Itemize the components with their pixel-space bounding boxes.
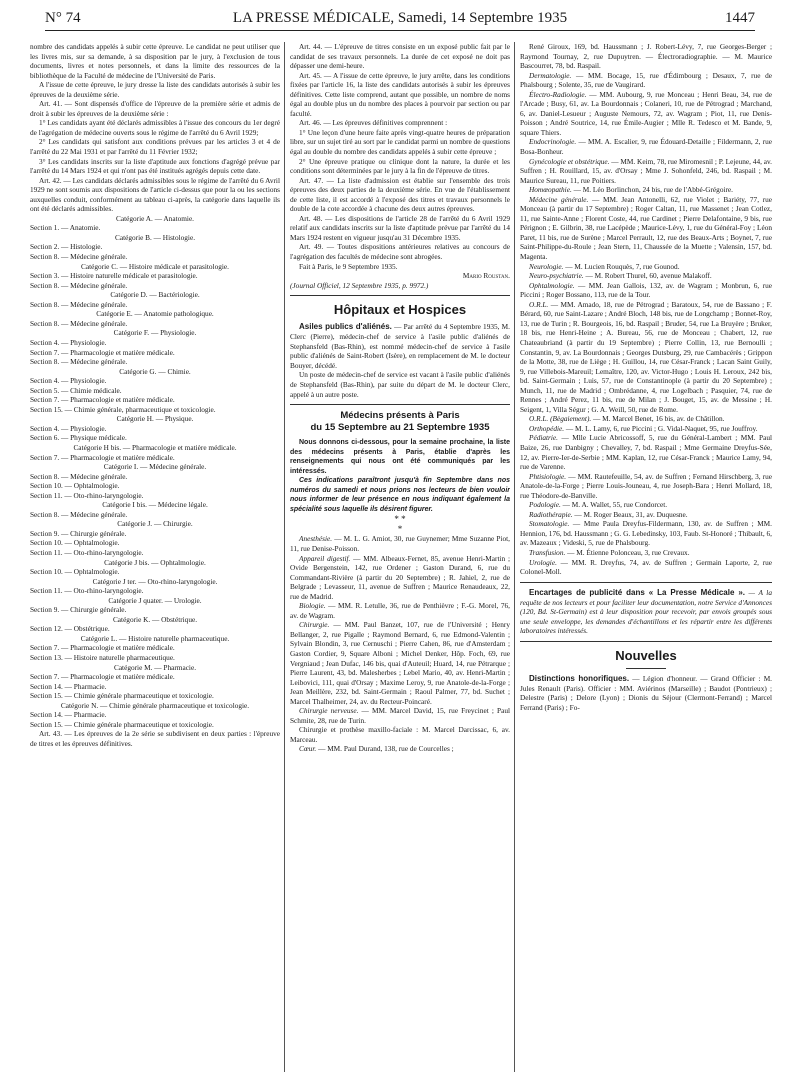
specialty-entry: Neuro-psychiatrie. — M. Robert Thurel, 60, avenue Malakoff. <box>529 271 712 281</box>
divider <box>290 404 510 405</box>
intro-paragraph: Ces indications paraîtront jusqu'à fin Septembre dans nos numéros du samedi et nous prions nos lecteurs de bien vouloir nous informer de leur présence en nous indiquant également la spécialité sous laquelle ils désirent figurer. <box>290 477 510 513</box>
paragraph: Fait à Paris, le 9 Septembre 1935. <box>299 261 398 271</box>
specialty-entry: Transfusion. — M. Étienne Polonceau, 3, rue Crevaux. <box>529 547 690 557</box>
paragraph: Art. 47. — La liste d'admission est établie sur l'ensemble des trois épreuves des deux parties de la deuxième série. En vue de l'établissement de cette liste, il est accordé à l'exposé des titres et travaux personnels le double de la cote accordée à chacune des deux autres épreuves. <box>290 175 510 214</box>
section-line: Section 15. — Chimie générale pharmaceutique et toxicologie. <box>30 719 214 729</box>
section-line: Section 12. — Obstétrique. <box>30 624 110 634</box>
paragraph: Art. 44. — L'épreuve de titres consiste en un exposé public fait par le candidat de ses travaux personnels. La durée de cet exposé ne doit pas dépasser une demi-heure. <box>290 42 510 71</box>
specialty-entry: Podologie. — M. A. Wallet, 55, rue Condorcet. <box>529 500 668 510</box>
paragraph: Art. 49. — Toutes dispositions antérieures relatives au concours de l'agrégation des facultés de médecine sont abrogées. <box>290 242 510 262</box>
section-line: Section 7. — Pharmacologie et matière médicale. <box>30 672 175 682</box>
category-heading: Catégorie J bis. — Ophtalmologie. <box>104 557 206 567</box>
divider <box>290 295 510 296</box>
category-heading: Catégorie J. — Chirurgie. <box>117 519 193 529</box>
specialty-entry: Phtisiologie. — MM. Rautefeuille, 54, av. de Suffren ; Fernand Hirschberg, 3, rue Anatole-de-la-Forge ; Pierre Louis-Jouneau, 4, rue Joseph-Bara ; Henri Mollard, 18, rue Théodore-de-Banville. <box>520 471 772 500</box>
paragraph: Art. 42. — Les candidats déclarés admissibles sous le régime de l'arrêté du 6 Avril 1929 ne sont soumis aux dispositions de l'article ci-dessus que pour la ou les sections auxquelles conduit, conformément au tableau ci-après, la catégorie dans laquelle ils ont été déclarés admissibles. <box>30 175 280 214</box>
heading-line: Médecins présents à Paris <box>340 410 460 422</box>
specialty-entry: René Giroux, 169, bd. Haussmann ; J. Robert-Lévy, 7, rue Georges-Berger ; Raymond Tournay, 2, rue Dupuytren. — Électroradiographie. — M. Maurice Bascourret, 78, bd. Raspail. <box>520 42 772 71</box>
category-heading: Catégorie I. — Médecine générale. <box>103 462 207 472</box>
specialty-entry: Stomatologie. — Mme Paula Dreyfus-Fildermann, 130, av. de Suffren ; MM. Hennion, 176, bd. Haussmann ; G. G. Lebedinsky, 103, Faub. St-Honoré ; Thibault, 6, av. Mazeaux ; Videski, 5, rue de Phalsbourg. <box>520 519 772 548</box>
column-rule <box>284 42 285 1072</box>
asterism: * * * <box>394 514 406 535</box>
specialty-entry: Neurologie. — M. Lucien Rouquès, 7, rue Gounod. <box>529 261 680 271</box>
section-line: Section 1. — Anatomie. <box>30 223 101 233</box>
section-line: Section 4. — Physiologie. <box>30 423 107 433</box>
section-line: Section 8. — Médecine générale. <box>30 509 128 519</box>
section-line: Section 10. — Ophtalmologie. <box>30 567 120 577</box>
specialty-entry: Chirurgie et prothèse maxillo-faciale : M. Marcel Darcissac, 6, av. Marceau. <box>290 725 510 744</box>
section-line: Section 5. — Chimie médicale. <box>30 385 122 395</box>
specialty-entry: Dermatologie. — MM. Bocage, 15, rue d'Édimbourg ; Desaux, 7, rue de Phalsbourg ; Solente, 35, rue de Vaugirard. <box>520 70 772 90</box>
category-heading: Catégorie C. — Histoire médicale et parasitologie. <box>81 261 229 271</box>
section-line: Section 8. — Médecine générale. <box>30 252 128 262</box>
category-heading: Catégorie J ter. — Oto-rhino-laryngologie. <box>92 576 218 586</box>
specialty-entry: O.R.L. (Bègaiement). — M. Marcel Benet, 16 bis, av. de Châtillon. <box>529 414 725 424</box>
category-heading: Catégorie G. — Chimie. <box>119 366 191 376</box>
signature: Mario Roustan. <box>462 271 510 281</box>
section-line: Section 4. — Physiologie. <box>30 376 107 386</box>
specialty-entry: Homœopathie. — M. Léo Borlinchon, 24 bis, rue de l'Abbé-Grégoire. <box>529 185 733 195</box>
asiles-text: — Par arrêté du 4 Septembre 1935, M. Clerc (Pierre), médecin-chef de service à l'asile public d'aliénés de Stephansfeld (Bas-Rhin), est nommé médecin-chef de service à l'asile public d'aliénés de Saint-Robert (Isère), en remplacement de M. le docteur Bouyer, décédé. <box>290 322 510 370</box>
intro-paragraph: Nous donnons ci-dessous, pour la semaine prochaine, la liste des médecins présents à Paris, établie d'après les renseignements qui nous ont été communiqués par les intéressés. <box>290 439 510 475</box>
specialty-entry: Cœur. — MM. Paul Durand, 138, rue de Courcelles ; <box>299 744 454 754</box>
section-line: Section 9. — Chirurgie générale. <box>30 528 127 538</box>
column-rule <box>514 42 515 1072</box>
paragraph: Art. 43. — Les épreuves de la 2e série se subdivisent en deux parties : l'épreuve de titres et les épreuves définitives. <box>30 729 280 748</box>
specialty-entry: Médecine générale. — MM. Jean Antonelli, 62, rue Violet ; Bariéty, 77, rue Monceau (à partir du 17 Septembre) ; Roger Caltan, 11, rue Massenet ; Jean Cotlez, 11, rue Sainte-Anne ; Florent Coste, 44, rue Cardinet ; Pierre Delafontaine, 9 bis, rue Pérignon ; E. Gilbrin, 38, rue Lacépède ; Maurice-Lévy, 1, rue du Général-Foy ; Léon Paret, 11 bis, rue de Surène ; Marcel Perrault, 12, rue des Beaux-Arts ; Boynet, 7, rue Saint-Philippe-du-Roule ; Jean Stern, 11, Chaussée de la Muette ; Valensin, 157, bd. Magenta. <box>520 194 772 262</box>
category-heading: Catégorie D. — Bactériologie. <box>110 290 200 300</box>
page-header <box>45 8 755 31</box>
paragraph: 1° Les candidats ayant été déclarés admissibles à l'issue des concours du 1er degré de l'agrégation de médecine ouverts sous le régime de l'arrêté du 6 Avril 1929; <box>30 118 280 137</box>
specialty-entry: Électro-Radiologie. — MM. Aubourg, 9, rue Monceau ; Henri Beau, 34, rue de l'Arcade ; Busy, 61, av. La Bourdonnais ; Colaneri, 10, rue de Pétrograd ; Marchand, 6, av. Daniel-Lesueur ; Auguste Nemours, 72, av. Wagram ; Piot, 11, rue Denis-Poisson ; André Soutrice, 14, rue Émile-Augier ; Mlle R. Tedesco et M. Bande, 9, square Thiers. <box>520 89 772 137</box>
encartages-text: — A la requête de nos lecteurs et pour faciliter leur documentation, notre Service d'Annonces (120, Bd. St-Germain) est à leur disposition pour recevoir, par envois groupés sous une seule enveloppe, les demandes d'échantillons et les répartir entre les différents laboratoires intéressés. <box>520 587 772 636</box>
divider <box>520 582 772 583</box>
paragraph: Art. 48. — Les dispositions de l'article 28 de l'arrêté du 6 Avril 1929 relatif aux candidats inscrits sur la liste d'aptitude prévue par l'arrêté du 14 Mars 1924 restent en vigueur jusqu'au 31 Décembre 1935. <box>290 213 510 242</box>
section-line: Section 11. — Oto-rhino-laryngologie. <box>30 490 144 500</box>
journal-officiel-ref: (Journal Officiel, 12 Septembre 1935, p. 9972.) <box>290 280 429 290</box>
category-heading: Catégorie N. — Chimie générale pharmaceutique et toxicologie. <box>60 700 250 710</box>
section-line: Section 14. — Pharmacie. <box>30 710 107 720</box>
subheading-distinctions: Distinctions honorifiques. <box>529 673 630 683</box>
specialty-entry: Biologie. — MM. R. Letulle, 36, rue de Penthièvre ; F.-G. Morel, 76, av. de Wagram. <box>290 601 510 620</box>
specialty-entry: Pédiatrie. — Mlle Lucie Abricossoff, 5, rue du Général-Lambert ; MM. Paul Baize, 26, rue Danbigny ; Chevalley, 7, bd. Raspail ; Mme Germaine Dreyfus-Sée, 12, av. Pierre-Ier-de-Serbie ; MM. Kaplan, 12, rue César-Franck ; Maurice Lamy, 94, rue de Varenne. <box>520 433 772 472</box>
section-heading-medecins <box>290 410 510 434</box>
section-line: Section 8. — Médecine générale. <box>30 280 128 290</box>
paragraph: Art. 41. — Sont dispensés d'office de l'épreuve de la première série et admis de droit à subir les épreuves de la deuxième série : <box>30 99 280 118</box>
specialty-entry: Anesthésie. — M. L. G. Amiot, 30, rue Guynemer; Mme Suzanne Piot, 11, rue Denise-Poisson. <box>290 534 510 553</box>
paragraph: Un poste de médecin-chef de service est vacant à l'asile public d'aliénés de Stephansfeld (Bas-Rhin), par suite du départ de M. le docteur Clerc, appelé à un autre poste. <box>290 370 510 399</box>
specialty-list <box>520 42 772 577</box>
paragraph: 3° Les candidats inscrits sur la liste d'aptitude aux fonctions d'agrégé prévue par l'arrêté du 14 Mars 1924 et qui n'ont pas été institués agrégés depuis cette date. <box>30 156 280 176</box>
category-heading: Catégorie H. — Physique. <box>116 414 194 424</box>
heading-line: du 15 Septembre au 21 Septembre 1935 <box>310 422 490 434</box>
specialty-entry: Appareil digestif. — MM. Albeaux-Fernet, 85, avenue Henri-Martin ; Ovide Bergenstein, 142, rue Ordener ; Gaston Durand, 6, rue du Commandant-Rivière (à partir du 20 Septembre) ; R. Jahiel, 2, rue de Belgrade ; Levasseur, 11, avenue de Suffren ; Maurice Renaudeaux, 22, rue de Madrid. <box>290 553 510 601</box>
section-line: Section 10. — Ophtalmologie. <box>30 481 120 491</box>
subheading-encartages: Encartages de publicité dans « La Presse Médicale ». <box>529 587 746 597</box>
section-line: Section 8. — Médecine générale. <box>30 299 128 309</box>
section-line: Section 15. — Chimie générale, pharmaceutique et toxicologie. <box>30 404 216 414</box>
section-heading-nouvelles: Nouvelles <box>615 647 677 663</box>
section-line: Section 7. — Pharmacologie et matière médicale. <box>30 452 175 462</box>
category-heading: Catégorie I bis. — Médecine légale. <box>102 500 208 510</box>
section-line: Section 7. — Pharmacologie et matière médicale. <box>30 347 175 357</box>
section-line: Section 7. — Pharmacologie et matière médicale. <box>30 643 175 653</box>
specialty-entry: Urologie. — MM. R. Dreyfus, 74, av. de Suffren ; Germain Laporte, 2, rue Colonel-Moll. <box>520 557 772 577</box>
category-heading: Catégorie J quater. — Urologie. <box>108 595 202 605</box>
specialty-entry: Chirurgie. — MM. Paul Banzet, 107, rue de l'Université ; Henry Bellanger, 2, rue Pigalle ; Raymond Bernard, 6, rue Edmond-Valentin ; Sylvain Blondin, 3, rue Cernuschi ; Pierre Cahen, 86, rue d'Amsterdam ; Gaston Cordier, 9, Square Alboni ; Michel Denker, Hôp. Foch, 69, rue Vergniaud ; Jean Dufac, 146 bis, quai d'Auteuil; Huard, 14, rue Pétrarque ; Pierre Laurent, 43, bd. Malesherbes ; Lebel Mario, 40, av. Henri-Martin ; Leibovici, 111, quai d'Orsay ; Maxime Leroy, 9, rue Anatole-de-la-Forge ; Jean Meillère, 232, bd. Saint-Germain ; Raoul Palmer, 77, bd. Suchet ; Marcel Thalheimer, 24, av. du Recteur-Poincaré. <box>290 620 510 706</box>
category-heading: Catégorie K. — Obstétrique. <box>112 614 198 624</box>
category-heading: Catégorie L. — Histoire naturelle pharmaceutique. <box>80 633 230 643</box>
specialty-entry: Radiothérapie. — M. Roger Beaux, 31, av. Duquesne. <box>529 509 688 519</box>
section-line: Section 8. — Médecine générale. <box>30 357 128 367</box>
column-1 <box>30 42 280 1076</box>
section-heading-hopitaux: Hôpitaux et Hospices <box>333 302 467 318</box>
category-heading: Catégorie H bis. — Pharmacologie et matière médicale. <box>73 442 237 452</box>
paragraph: Art. 46. — Les épreuves définitives comprennent : <box>299 118 448 128</box>
category-heading: Catégorie F. — Physiologie. <box>113 328 197 338</box>
specialty-entry: Orthopédie. — M. L. Lamy, 6, rue Piccini ; G. Vidal-Naquet, 95, rue Jouffroy. <box>529 423 758 433</box>
paragraph: 2° Une épreuve pratique ou clinique dont la nature, la durée et les conditions sont déterminées par le jury à la fin de l'épreuve de titres. <box>290 156 510 176</box>
section-line: Section 3. — Histoire naturelle médicale et parasitologie. <box>30 271 198 281</box>
section-line: Section 2. — Histologie. <box>30 242 103 252</box>
specialty-list <box>290 534 510 754</box>
section-line: Section 6. — Physique médicale. <box>30 433 127 443</box>
specialty-entry: Chirurgie nerveuse. — MM. Marcel David, 15, rue Freycinet ; Paul Schmite, 28, rue de Turin. <box>290 706 510 725</box>
divider <box>520 641 772 642</box>
specialty-entry: O.R.L. — MM. Amado, 18, rue de Pétrograd ; Baratoux, 54, rue de Bassano ; F. Bérard, 60, rue Saint-Lazare ; André Bloch, 148 bis, rue de Longchamp ; Bonnet-Roy, 13, rue de Turin ; R. Bourgeois, 16, bd. Raspail ; Bruder, 54, rue La Bruyère ; Bruker, 18 bis, rue Henri-Heine ; A. Bureau, 56, rue de Monceau ; Chabert, 12, rue Chateaubriand (à partir du 19 Septembre) ; Pierre Collin, 13, rue Bernoulli ; Constantin, 9, av. La Bourdonnais ; Georges Dutsburg, 29, rue Cambacérès ; Grippon de la Motte, 38, rue de Liège ; H. Guillou, 14, rue César-Franck ; Lacan Saint Guily, 9, rue Villebois-Mareuil; Lemaître, 120, av. Victor-Hugo ; Louis H. Leroux, 242 bis, bd. Saint-Germain ; Luis, 57, rue de Constantinople (à partir du 20 Septembre) ; Munch, 11, rue de Madrid ; Ombrédanne, 4, rue Logelbach ; Pasquier, 74, rue de Rennes ; André Perez, 11 bis, rue de Milan ; J. Bouget, 15, av. de Messine ; H. Seigent, 1, Villa Ségur ; G. A. Weill, 50, rue de Rome. <box>520 299 772 414</box>
section-line: Section 10. — Ophtalmologie. <box>30 538 120 548</box>
category-heading: Catégorie B. — Histologie. <box>114 232 196 242</box>
category-table <box>30 214 280 730</box>
journal-title: LA PRESSE MÉDICALE, Samedi, 14 Septembre 1935 <box>232 10 568 26</box>
page-number: 1447 <box>725 10 755 26</box>
specialty-entry: Ophtalmologie. — MM. Jean Gallois, 132, av. de Wagram ; Monbrun, 6, rue Piccini ; Roger Bossano, 113, rue de la Tour. <box>520 280 772 300</box>
category-heading: Catégorie A. — Anatomie. <box>115 213 195 223</box>
subheading-asiles: Asiles publics d'aliénés. <box>299 322 392 332</box>
column-3 <box>520 42 772 1076</box>
paragraph: A l'issue de cette épreuve, le jury dresse la liste des candidats autorisés à subir les épreuves de la deuxième série. <box>30 80 280 99</box>
category-heading: Catégorie M. — Pharmacie. <box>113 662 197 672</box>
section-line: Section 9. — Chirurgie générale. <box>30 605 127 615</box>
section-line: Section 7. — Pharmacologie et matière médicale. <box>30 395 175 405</box>
section-line: Section 11. — Oto-rhino-laryngologie. <box>30 586 144 596</box>
section-line: Section 11. — Oto-rhino-laryngologie. <box>30 547 144 557</box>
section-line: Section 8. — Médecine générale. <box>30 318 128 328</box>
section-line: Section 13. — Histoire naturelle pharmaceutique. <box>30 653 175 662</box>
column-2 <box>290 42 510 1076</box>
paragraph: 1° Une leçon d'une heure faite après vingt-quatre heures de préparation libre, sur un sujet tiré au sort par le candidat parmi un nombre de questions égal au double du nombre des candidats appelés à subir cette épreuve ; <box>290 127 510 157</box>
issue-number: N° 74 <box>45 10 81 26</box>
section-line: Section 4. — Physiologie. <box>30 337 107 347</box>
category-heading: Catégorie E. — Anatomie pathologique. <box>96 309 214 319</box>
section-line: Section 14. — Pharmacie. <box>30 681 107 691</box>
specialty-entry: Gynécologie et obstétrique. — MM. Keim, 78, rue Miromesnil ; P. Lejeune, 44, av. Suffren ; H. Rouillard, 15, av. d'Orsay ; Mme J. Sohonfeld, 246, bd. Raspail ; M. Maurice Sureau, 11, rue Poitiers. <box>520 156 772 185</box>
section-line: Section 8. — Médecine générale. <box>30 471 128 481</box>
paragraph: nombre des candidats appelés à subir cette épreuve. Le candidat ne peut utiliser que les livres mis, sur sa demande, à sa disposition par le jury, à l'exclusion de tous documents, livres et notes personnels, et dans la limite des ressources de la bibliothèque de la Faculté de médecine de l'Université de Paris. <box>30 42 280 80</box>
paragraph: Art. 45. — A l'issue de cette épreuve, le jury arrête, dans les conditions fixées par l'article 16, la liste des candidats autorisés à subir les épreuves définitives. Cette liste comprend, autant que possible, un nombre de noms égal au double plus un du nombre des places à pourvoir par section ou par faculté. <box>290 70 510 118</box>
distinctions-text: — Légion d'honneur. — Grand Officier : M. Jules Renault (Paris). Officier : MM. Aviérinos (Marseille) ; Baudot (Pontrieux) ; Delestre (Paris) ; Delore (Lyon) ; Dionis du Séjour (Clermont-Ferrand) ; Marcel Ferrand (Paris) ; Fo- <box>520 673 772 712</box>
divider <box>626 668 666 669</box>
section-line: Section 15. — Chimie générale pharmaceutique et toxicologie. <box>30 691 214 701</box>
paragraph: 2° Les candidats qui satisfont aux conditions prévues par les articles 3 et 4 de l'arrêté du 22 Mai 1931 et par l'arrêté du 11 Février 1932; <box>30 137 280 157</box>
specialty-entry: Endocrinologie. — MM. A. Escalier, 9, rue Édouard-Detaille ; Fildermann, 2, rue Bosa-Bonheur. <box>520 137 772 157</box>
